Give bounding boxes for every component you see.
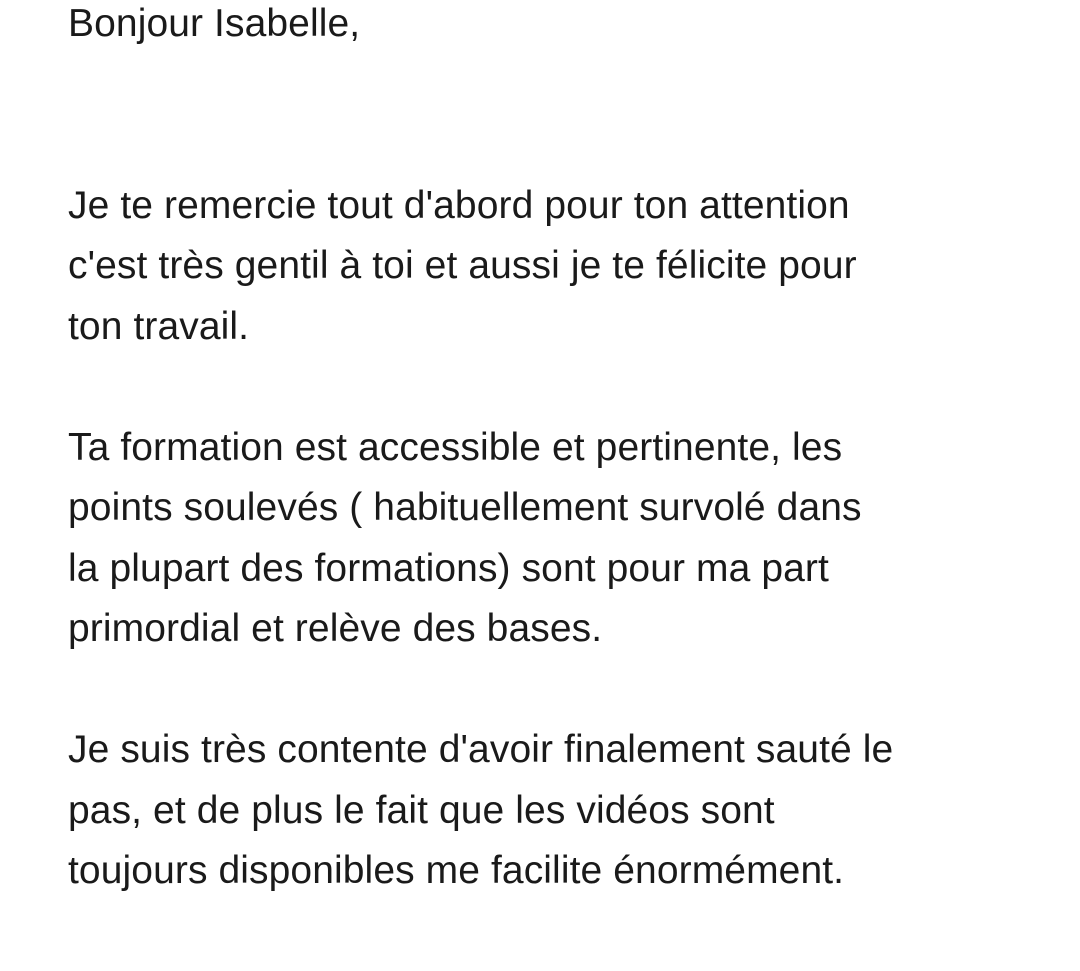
blank-line (68, 55, 1028, 116)
text-line: ton travail. (68, 304, 250, 348)
text-line: c'est très gentil à toi et aussi je te félicite pour (68, 244, 857, 287)
text-line: Ta formation est accessible et pertinente, les (68, 425, 843, 469)
email-greeting: Bonjour Isabelle, (68, 2, 361, 45)
text-line: toujours disponibles me facilite énormément. (68, 849, 845, 892)
blank-line (68, 660, 1028, 721)
blank-line (68, 357, 1028, 418)
blank-line (68, 115, 1028, 176)
text-line: Je suis très contente d'avoir finalement sauté le (68, 728, 894, 771)
email-message-body (68, 0, 1028, 902)
text-line: Je te remercie tout d'abord pour ton attention (68, 183, 850, 227)
text-line: points soulevés ( habituellement survolé dans (68, 486, 862, 529)
text-line: pas, et de plus le fait que les vidéos sont (68, 788, 775, 832)
text-line: primordial et relève des bases. (68, 607, 603, 650)
paragraph-training-feedback (68, 418, 1028, 660)
paragraph-videos (68, 720, 1028, 902)
text-line: la plupart des formations) sont pour ma part (68, 546, 829, 590)
paragraph-thanks (68, 176, 1028, 358)
